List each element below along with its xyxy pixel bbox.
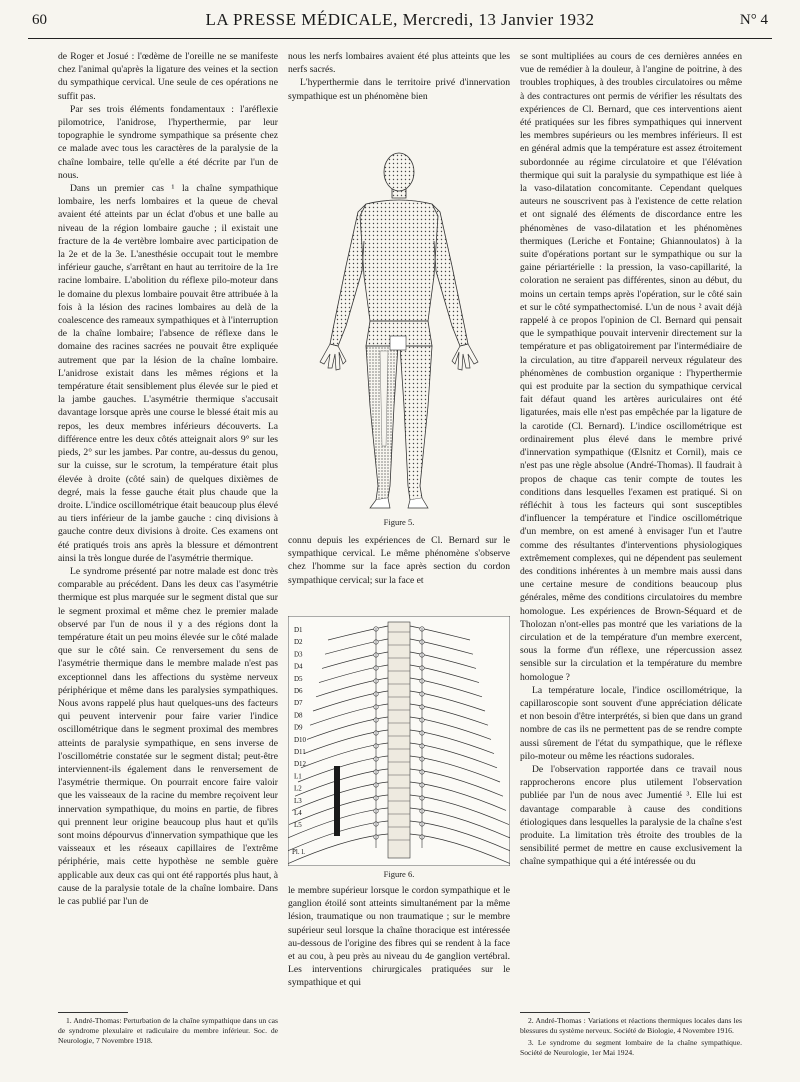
column-text-block <box>288 534 510 614</box>
sympathetic-chain-diagram <box>288 616 510 866</box>
diagram-label: D11 <box>294 748 306 756</box>
human-body-figure <box>288 146 510 514</box>
paragraph: La température locale, l'indice oscillométrique, la capillaroscopie sont souvent d'une appréciation délicate et non besoin d'être interprétés, si bien que dans un grand nombre de cas ils ne permettent pas de se rendre compte aussi sûrement de l'état du sympathique, que le réflexe pilo-moteur ou même les réactions sudorales. <box>520 684 742 762</box>
paragraph: connu depuis les expériences de Cl. Bernard sur le sympathique cervical. Le même phénomène s'observe chez l'homme sur la face après section du cordon sympathique cervical; sur la face et <box>288 535 510 586</box>
paragraph: Par ses trois éléments fondamentaux : l'aréflexie pilomotrice, l'anidrose, l'hyperthermie, par leur topographie le syndrome sympathique sa présente chez ce malade avec tous les caractères de la paralysie de la chaîne lombaire, telle qu'elle a été décrite par l'un de nous. <box>58 103 278 181</box>
diagram-label: D6 <box>294 687 303 695</box>
column-text-block <box>288 884 510 1004</box>
footnotes-right <box>520 1016 742 1060</box>
paragraph: le membre supérieur lorsque le cordon sympathique et le ganglion étoilé sont atteints simultanément par la même lésion, traumatique ou non traumatique ; sur le membre supérieur seul lorsque la chaîne thoracique est intéressée au-dessous de l'origine des fibres qui se rendent à la face et au cou, à peu près au niveau du 4e ganglion vertébral. Les interventions chirurgicales pratiquées sur le sympathique et qui <box>288 885 510 989</box>
column-text-block <box>288 50 510 142</box>
lesion-segment <box>334 766 340 836</box>
footnote: 3. Le syndrome du segment lombaire de la chaîne sympathique. Société de Neurologie, 1er Mai 1924. <box>520 1038 742 1057</box>
figure-6-nerve-diagram <box>288 616 510 866</box>
diagram-label: D9 <box>294 723 303 732</box>
paragraph: L'hyperthermie dans le territoire privé d'innervation sympathique est un phénomène bien <box>288 77 510 102</box>
diagram-label: D5 <box>294 674 303 683</box>
paragraph: Le syndrome présenté par notre malade est donc très comparable au précédent. Dans les deux cas l'asymétrie thermique est plus marquée sur le segment distal que sur le segment proximal et même chez le premier malade observé par l'un de nous il y a des régions dont la température était un peu moins élevée sur le côté malade que sur le côté sain. Ce renversement du sens de l'asymétrie thermique dans le membre malade n'est pas exceptionnel dans les affections du système nerveux périphérique et même dans les paralysies sympathiques. Nous avons rappelé plus haut quelques-uns des facteurs qui peuvent intervenir pour faire varier l'indice oscillométrique dans le segment proximal des membres atteints de paralysie sympathique, en sens inverse de l'oscillométrie constatée sur le segment distal; peut-être interviennent-ils également dans le renversement de l'asymétrie thermique. On pourrait encore faire valoir que les vaisseaux de la racine du membre reçoivent leur innervation sympathique, du moins en partie, de fibres qui prennent leur origine beaucoup plus haut et qu'ils sont moins dépourvus d'innervation sympathique que les vaisseaux et les réseaux capillaires de l'extrême périphérie, mais cette hypothèse ne semble guère applicable aux deux cas qui ont été rapportés plus haut, à cause de la paralysie totale de la chaîne lombaire. Dans le cas publié par l'un de <box>58 565 278 907</box>
diagram-label: D3 <box>294 650 303 659</box>
text-column-left <box>58 50 278 1008</box>
diagram-label: D10 <box>294 735 307 744</box>
diagram-label: D7 <box>294 699 303 708</box>
text-column-right <box>520 50 742 1005</box>
figure-6-caption: Figure 6. <box>383 869 415 879</box>
diagram-label: Pl. l. <box>292 848 306 856</box>
diagram-label: L1 <box>294 772 302 781</box>
diagram-label: D2 <box>294 638 303 647</box>
diagram-label: D8 <box>294 711 303 720</box>
footnote: 2. André-Thomas : Variations et réactions thermiques locales dans les blessures du système nerveux. Société de Biologie, 4 Novembre 1916. <box>520 1016 742 1035</box>
diagram-label: L5 <box>294 821 302 830</box>
footnotes-left <box>58 1016 278 1048</box>
footnote-rule <box>58 1012 128 1013</box>
diagram-label: L4 <box>294 809 302 817</box>
diagram-label: L3 <box>294 796 302 805</box>
footnote: 1. André-Thomas: Perturbation de la chaîne sympathique dans un cas de syndrome plexulaire et radiculaire du membre inférieur. Soc. de Neurologie, 7 Novembre 1918. <box>58 1016 278 1045</box>
diagram-label: D1 <box>294 626 303 634</box>
page-header <box>28 6 772 39</box>
paragraph: De l'observation rapportée dans ce travail nous rapprocherons encore plus utilement l'observation publiée par l'un de nous avec Jumentié ³. Elle lui est davantage comparable à cause des conditions étiologiques dans lesquelles la paralysie de la chaîne s'est produite. La limitation très étroite des troubles de la sensibilité permet de mettre en cause exclusivement la chaîne sympathique qui a été intéressée ou du <box>520 763 742 868</box>
paragraph: nous les nerfs lombaires avaient été plus atteints que les nerfs sacrés. <box>288 51 510 76</box>
footnote-rule <box>520 1012 590 1013</box>
diagram-label: D4 <box>294 662 303 671</box>
spinal-column <box>388 622 410 858</box>
paragraph: de Roger et Josué : l'œdème de l'oreille ne se manifeste chez l'animal qu'après la ligature des veines et la section du sympathique cervical. Une seule de ces opérations ne suffit pas. <box>58 51 278 102</box>
text-column-middle <box>288 50 510 1010</box>
figure-5-caption: Figure 5. <box>383 517 415 527</box>
figure-5-body-illustration <box>288 146 510 514</box>
paragraph: Dans un premier cas ¹ la chaîne sympathique lombaire, les nerfs lombaires et la queue de cheval avaient été atteints par un éclat d'obus et une balle au niveau de la région lombaire gauche ; il existait une fracture de la 4e vertèbre lombaire avec participation de la 2e et de la 3e. L'anesthésie occupait tout le membre inférieur gauche, s'arrêtant en haut au territoire de la 1re racine lombaire. L'abolition du réflexe pilo-moteur dans le domaine du plexus lombaire pouvait être attribuée à la fois à la lésion des racines lombaires au delà de la coalescence des rameaux sympathiques et à l'interruption de la chaîne lombaire; l'absence de réflexe dans le domaine des racines sacrées ne pouvait être expliquée autrement que par la lésion de la chaîne lombaire. L'anidrose existait dans les mêmes régions et la température était sensiblement plus élevée sur le pied et la jambe gauches. L'asymétrie thermique s'accusait davantage lorsque après une course le blessé était mis au repos, les deux membres inférieurs découverts. La différence entre les deux côtés atteignait alors 9° sur les pieds, 2° sur les jambes. Par contre, au-dessus du genou, sur la cuisse, sur le scrotum, la température était plus élevée à droite (côté sain) de quelques dixièmes de degré, mais la fesse gauche était plus chaude que la droite. L'indice oscillométrique était beaucoup plus élevé au tiers inférieur de la jambe gauche : cinq divisions à gauche contre deux divisions à droite. Ces examens ont été pratiqués trois ans après la blessure et démontrent ainsi la très longue durée de l'asymétrie thermique. <box>58 183 278 564</box>
diagram-label: L2 <box>294 784 302 793</box>
journal-title: LA PRESSE MÉDICALE, Mercredi, 13 Janvier 1932 <box>205 10 595 29</box>
page-number: 60 <box>32 12 47 28</box>
issue-number: N° 4 <box>739 12 768 28</box>
paragraph: se sont multipliées au cours de ces dernières années en vue de remédier à la douleur, à l'angine de poitrine, à des troubles trophiques, à des troubles circulatoires ou même à des contractures ont permis de vérifier les résultats des expériences de Cl. Bernard, que ces interventions aient été pratiquées sur les fibres sympathiques qui innervent les membres supérieurs ou les membres inférieurs. Il est en général admis que la température est assez étroitement subordonnée au régime circulatoire et que l'élévation thermique qui suit la paralysie du sympathique est liée à la vaso-dilatation concomitante. Cependant quelques auteurs ne souscrivent pas à l'existence de cette relation et ont signalé des éléments de discordance entre les phénomènes de vaso-dilatation et les phénomènes thermiques (Leriche et Fontaine; Ghiannoulatos) à la suite d'opérations portant sur le sympathique ou sur la gaine périartérielle : la pression, la vaso-capillarité, la coloration ne seraient pas différentes, sinon au début, du moins un certain temps après l'opération, sur le côté sain et sur le côté sympathectomisé. L'un de nous ² avait déjà rappelé à ce propos l'opinion de Cl. Bernard qui pensait que le sympathique pouvait intervenir directement sur la température et pas obligatoirement par l'intermédiaire de la circulation, au titre d'appareil nerveux régulateur des phénomènes de combustion organique : l'hyperthermie qui est produite par la section du sympathique cervical fait défaut quand les artères auriculaires ont été ligaturées, mais elle n'est pas empêchée par la ligature de la carotide (Cl. Bernard). L'indice oscillométrique est ordinairement plus élevé dans le membre privé d'innervation sympathique (Œlsnitz et Cornil), mais ce n'est pas une règle absolue (André-Thomas). Il faudrait à propos de chaque cas tenir compte de toutes les conditions dans lesquelles l'examen est pratiqué. Si on réfléchit à tous les facteurs qui sont susceptibles d'influencer la température et l'indice oscillométrique d'un membre, on est amené à envisager l'un et l'autre comme des résultantes d'interventions physiologiques extrêmement complexes, qui ne dépendent pas seulement des conditions inhérentes à un membre mais aussi dans une certaine mesure de conditions beaucoup plus générales, même des conditions circulatoires du membre homologue. Les expériences de Brown-Séquard et de Tholozan n'ont-elles pas montré que les variations de la circulation et de la température d'un membre exercent, sous la forme d'un réflexe, une répercussion assez sensible sur la circulation et la température du membre homologue ? <box>520 51 742 683</box>
diagram-label: D12 <box>294 760 307 769</box>
